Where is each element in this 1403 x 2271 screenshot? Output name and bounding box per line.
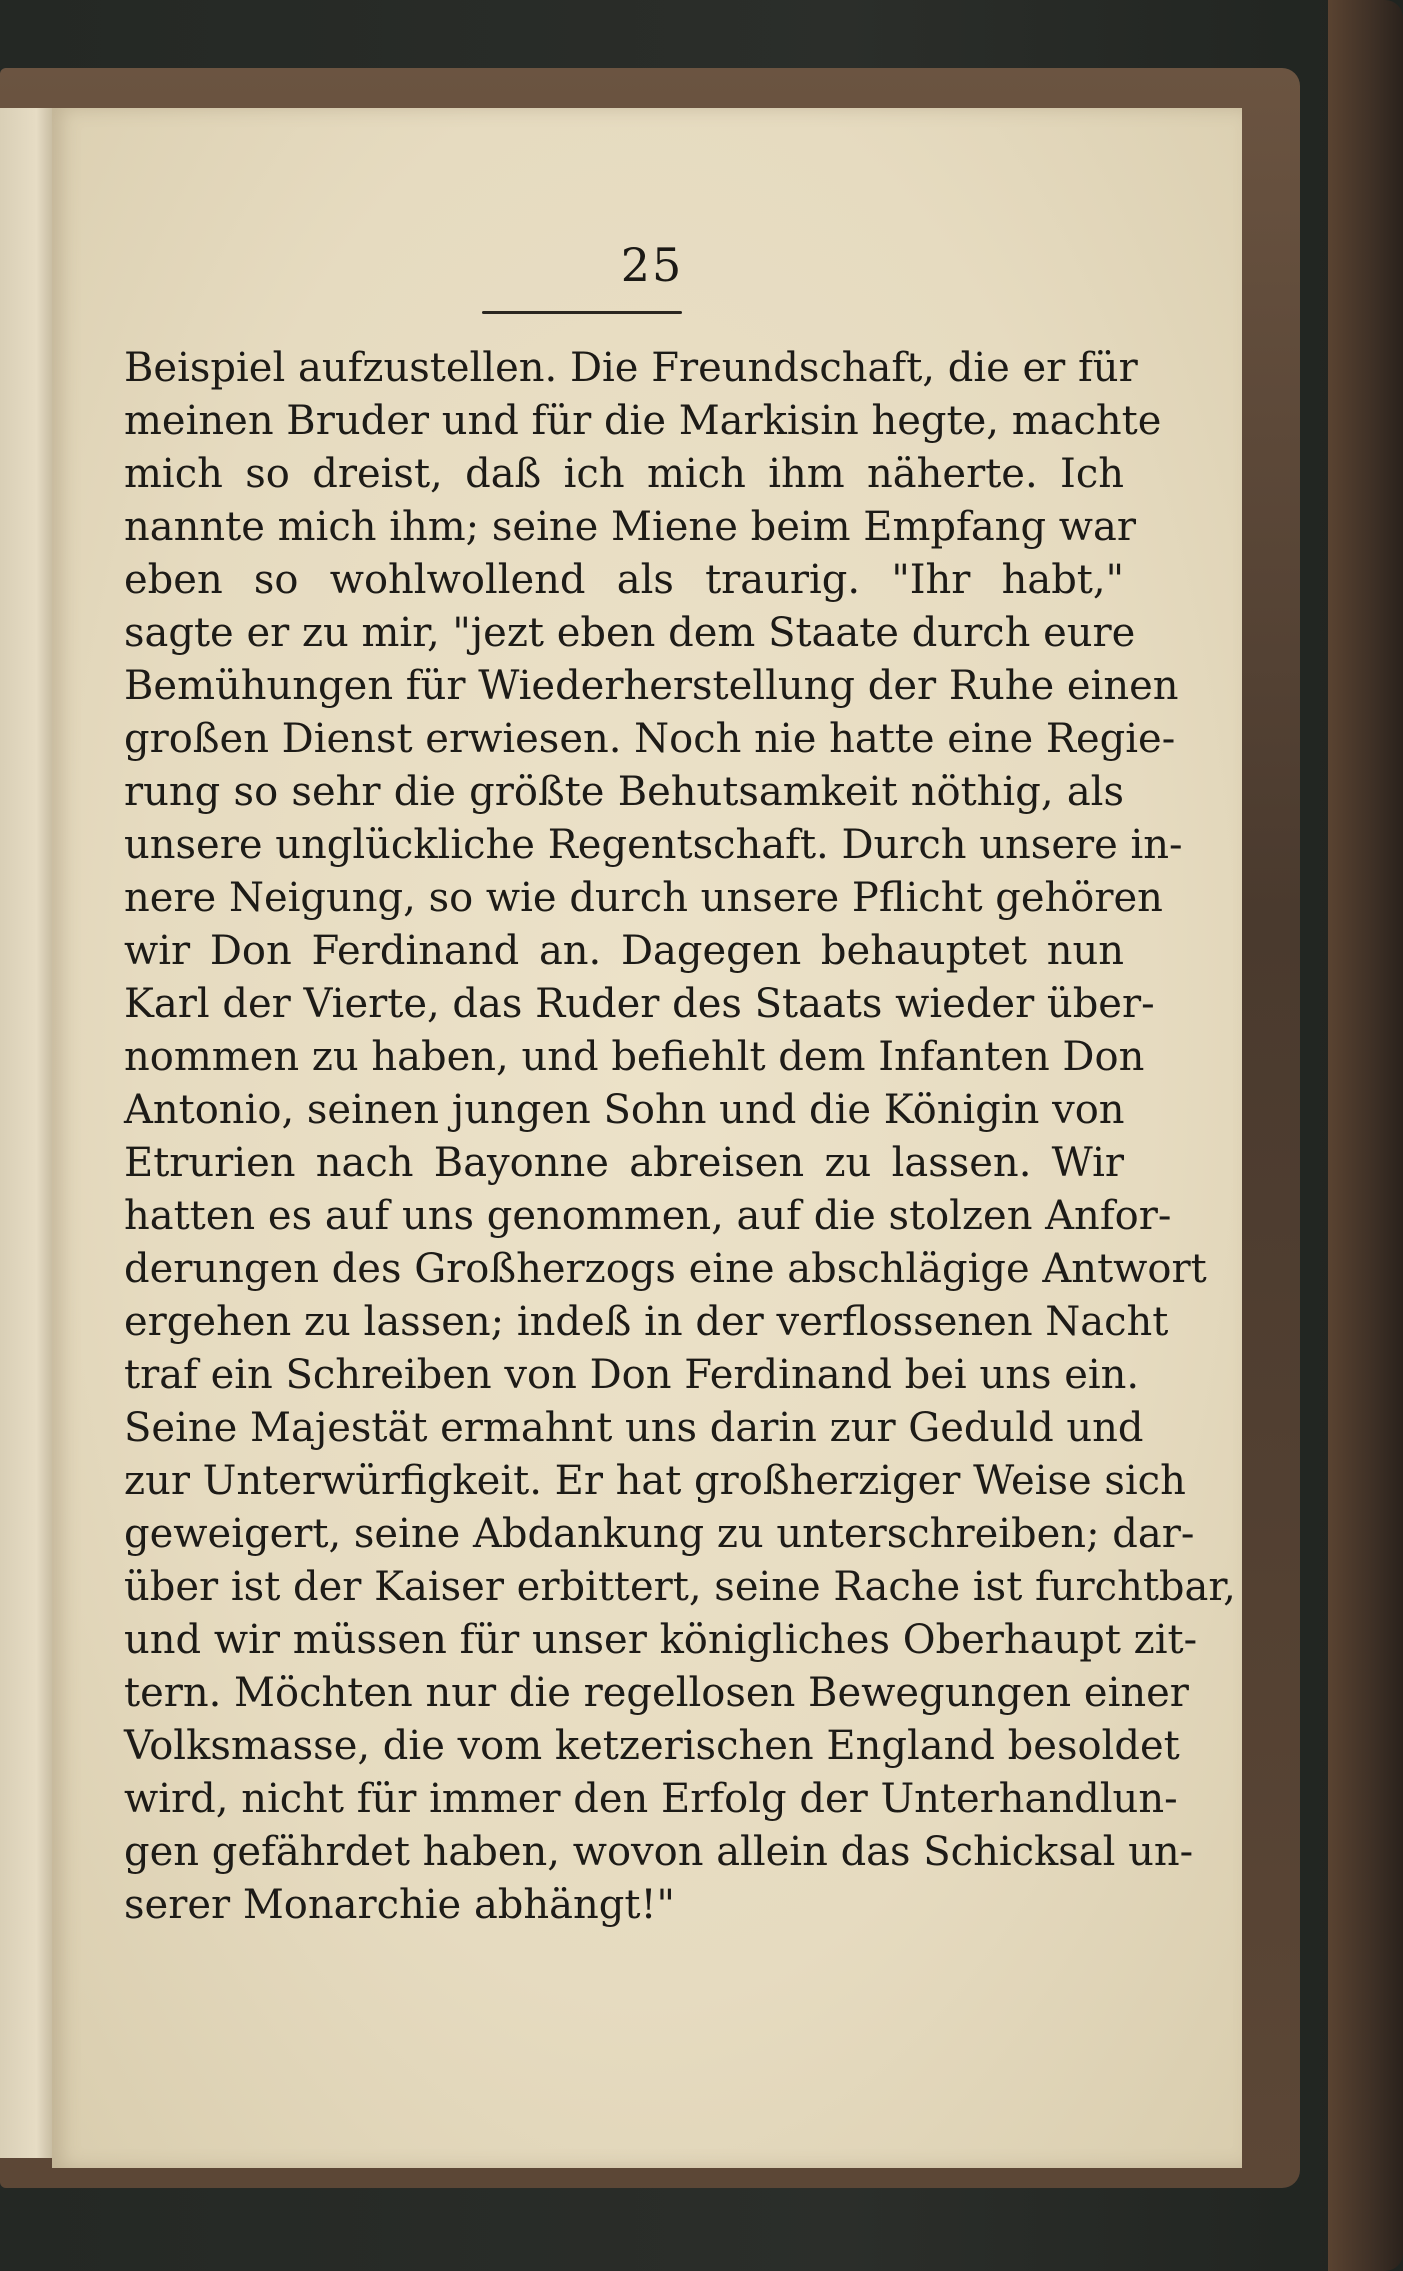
page-header (52, 238, 1242, 292)
text-line: und wir müssen für unser königliches Oberhaupt zit- (124, 1617, 1198, 1663)
text-line: wir Don Ferdinand an. Dagegen behauptet nun (124, 928, 1124, 974)
text-line: gen gefährdet haben, wovon allein das Schicksal un- (124, 1829, 1194, 1875)
page-number: 25 (620, 238, 684, 292)
text-line: über ist der Kaiser erbittert, seine Rache ist furchtbar, (124, 1564, 1236, 1610)
text-line: traf ein Schreiben von Don Ferdinand bei uns ein. (124, 1352, 1140, 1398)
text-line: hatten es auf uns genommen, auf die stolzen Anfor- (124, 1193, 1172, 1239)
text-line: nere Neigung, so wie durch unsere Pflicht gehören (124, 875, 1163, 921)
text-line: serer Monarchie abhängt!" (124, 1882, 675, 1928)
text-line: großen Dienst erwiesen. Noch nie hatte eine Regie- (124, 716, 1176, 762)
text-line: nannte mich ihm; seine Miene beim Empfang war (124, 504, 1136, 550)
text-line: Karl der Vierte, das Ruder des Staats wieder über- (124, 981, 1155, 1027)
text-line: nommen zu haben, und befiehlt dem Infanten Don (124, 1034, 1145, 1080)
text-line: wird, nicht für immer den Erfolg der Unterhandlun- (124, 1776, 1178, 1822)
text-line: mich so dreist, daß ich mich ihm näherte. Ich (124, 451, 1124, 497)
text-line: Seine Majestät ermahnt uns darin zur Geduld und (124, 1405, 1144, 1451)
text-line: geweigert, seine Abdankung zu unterschreiben; dar- (124, 1511, 1195, 1557)
previous-page-edge (0, 108, 54, 2158)
header-rule (482, 311, 682, 314)
text-line: unsere unglückliche Regentschaft. Durch unsere in- (124, 822, 1183, 868)
text-line: Etrurien nach Bayonne abreisen zu lassen. Wir (124, 1140, 1124, 1186)
text-line: tern. Möchten nur die regellosen Bewegungen einer (124, 1670, 1189, 1716)
book-page (52, 108, 1242, 2168)
text-line: zur Unterwürfigkeit. Er hat großherziger Weise sich (124, 1458, 1186, 1504)
text-line: sagte er zu mir, "jezt eben dem Staate durch eure (124, 610, 1136, 656)
text-line: Volksmasse, die vom ketzerischen England besoldet (124, 1723, 1180, 1769)
book-spine-edge (1328, 0, 1403, 2271)
text-line: Bemühungen für Wiederherstellung der Ruhe einen (124, 663, 1179, 709)
text-line: eben so wohlwollend als traurig. "Ihr habt," (124, 557, 1124, 603)
text-line: ergehen zu lassen; indeß in der verflossenen Nacht (124, 1299, 1169, 1345)
text-line: rung so sehr die größte Behutsamkeit nöthig, als (124, 769, 1124, 815)
text-line: Antonio, seinen jungen Sohn und die Königin von (124, 1087, 1125, 1133)
text-line: meinen Bruder und für die Markisin hegte, machte (124, 398, 1162, 444)
text-line: Beispiel aufzustellen. Die Freundschaft, die er für (124, 345, 1138, 391)
body-text (124, 342, 1236, 1932)
text-line: derungen des Großherzogs eine abschlägige Antwort (124, 1246, 1207, 1292)
